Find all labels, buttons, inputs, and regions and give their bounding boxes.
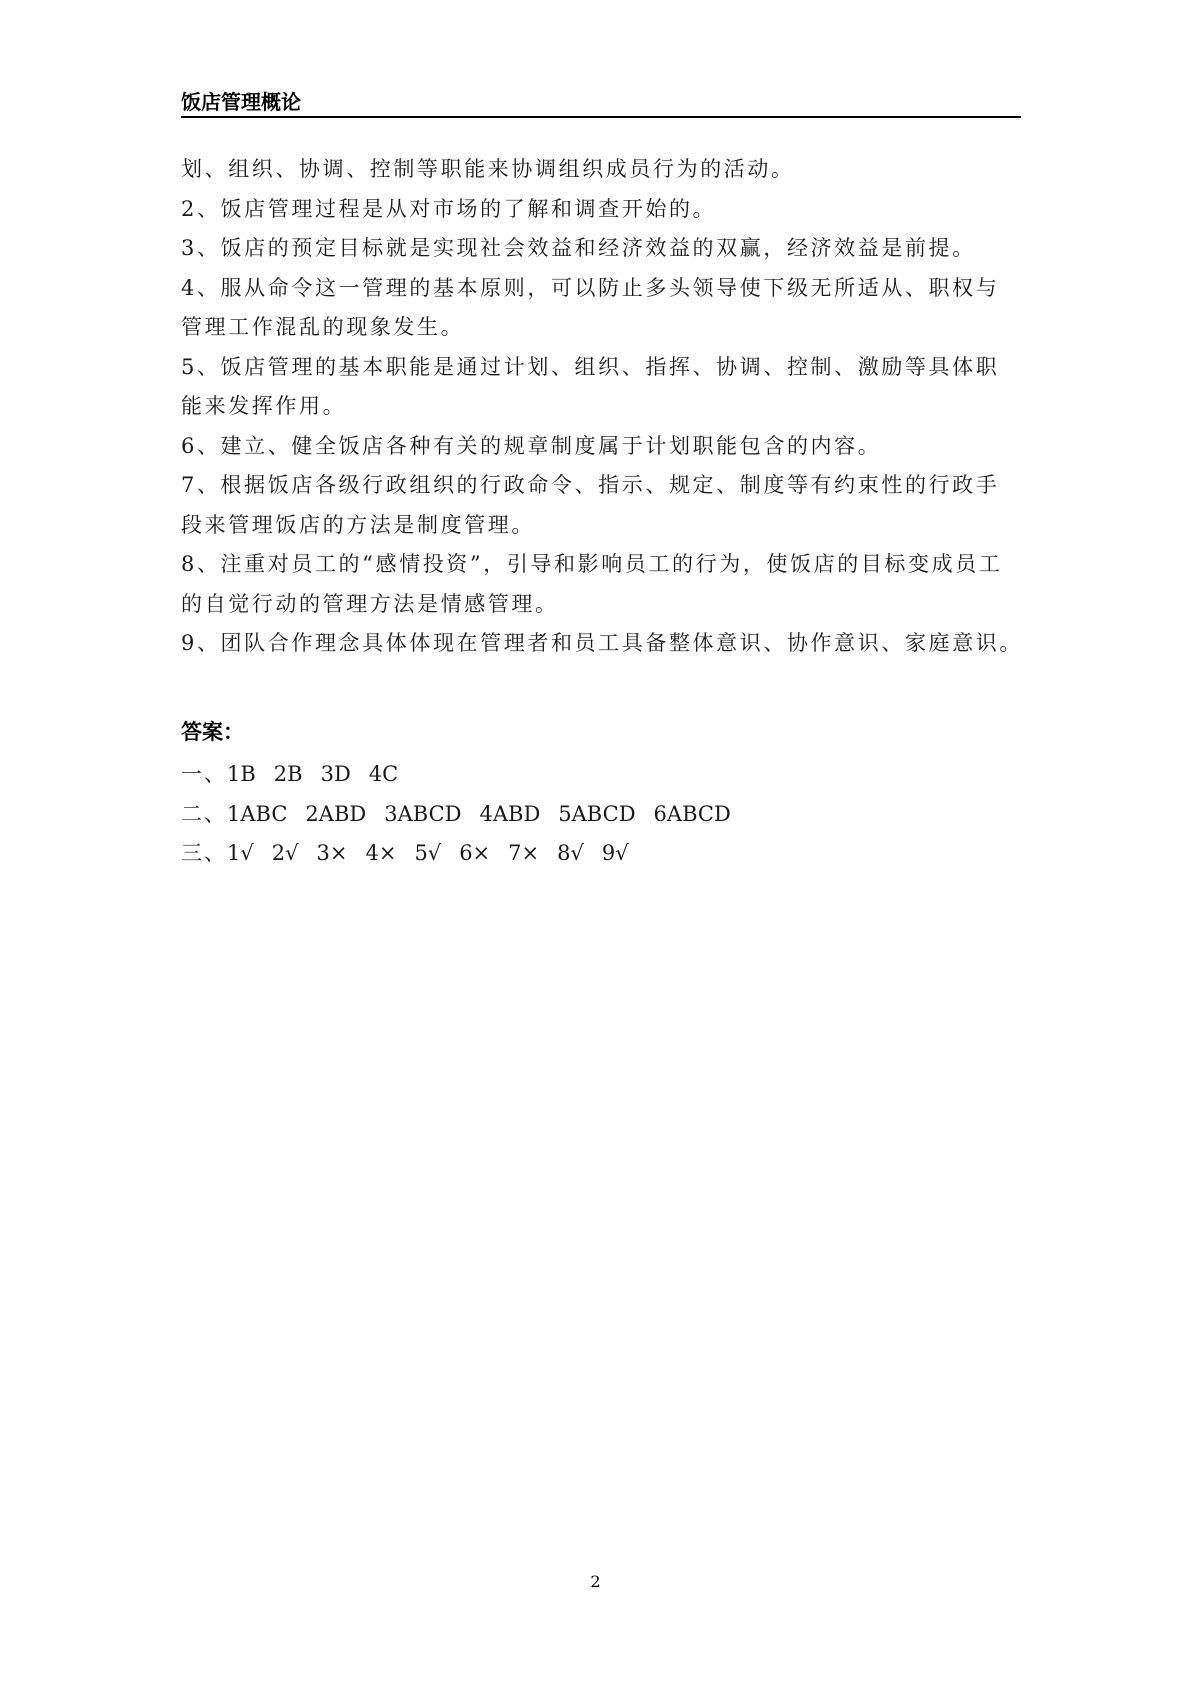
answer-item: 3×	[316, 841, 348, 865]
answer-item: 3ABCD	[384, 801, 462, 826]
body-line: 4、服从命令这一管理的基本原则，可以防止多头领导使下级无所适从、职权与	[181, 275, 1000, 300]
page-header	[181, 86, 1021, 118]
body-line: 3、饭店的预定目标就是实现社会效益和经济效益的双赢，经济效益是前提。	[181, 236, 976, 260]
answer-item: 3D	[320, 762, 351, 786]
body-line: 能来发挥作用。	[181, 394, 347, 418]
body-line: 6、建立、健全饭店各种有关的规章制度属于计划职能包含的内容。	[181, 433, 882, 458]
body-line: 7、根据饭店各级行政组织的行政命令、指示、规定、制度等有约束性的行政手	[181, 473, 1000, 497]
answer-item: 4×	[365, 841, 397, 865]
body-text	[181, 150, 1021, 664]
answer-item: 5ABCD	[558, 801, 636, 826]
answer-item: 7×	[508, 841, 540, 865]
answer-row-3	[181, 834, 749, 874]
answer-item: 2√	[271, 841, 299, 865]
answer-row-2	[181, 795, 749, 835]
answer-item: 5√	[414, 841, 442, 865]
answer-item: 1B	[227, 762, 256, 786]
answer-item: 9√	[601, 841, 629, 865]
body-line: 段来管理饭店的方法是制度管理。	[181, 512, 535, 537]
answer-item: 6ABCD	[653, 801, 731, 826]
body-line: 的自觉行动的管理方法是情感管理。	[181, 591, 559, 616]
answers-list	[181, 755, 749, 874]
answer-item: 4C	[368, 762, 399, 786]
answer-item: 6×	[459, 841, 491, 865]
answer-row-prefix: 一、	[181, 762, 227, 786]
answers-heading: 答案：	[181, 720, 244, 744]
answer-row-1	[181, 755, 749, 795]
body-line: 2、饭店管理过程是从对市场的了解和调查开始的。	[181, 196, 717, 221]
answer-item: 2ABD	[305, 801, 367, 826]
body-line: 划、组织、协调、控制等职能来协调组织成员行为的活动。	[181, 157, 795, 181]
answer-item: 1ABC	[227, 801, 288, 826]
answer-item: 8√	[557, 841, 584, 865]
body-line: 管理工作混乱的现象发生。	[181, 315, 465, 339]
header-title: 饭店管理概论	[181, 90, 301, 114]
page-number: 2	[590, 1572, 601, 1591]
answer-item: 2B	[273, 762, 303, 786]
body-line: 9、团队合作理念具体体现在管理者和员工具备整体意识、协作意识、家庭意识。	[181, 631, 1023, 655]
answer-item: 4ABD	[479, 801, 541, 826]
body-line: 5、饭店管理的基本职能是通过计划、组织、指挥、协调、控制、激励等具体职	[181, 354, 1000, 379]
answer-item: 1√	[227, 841, 254, 865]
body-line: 8、注重对员工的“感情投资”，引导和影响员工的行为，使饭店的目标变成员工	[181, 552, 1003, 576]
answer-row-prefix: 三、	[181, 841, 227, 865]
answer-row-prefix: 二、	[181, 801, 227, 826]
